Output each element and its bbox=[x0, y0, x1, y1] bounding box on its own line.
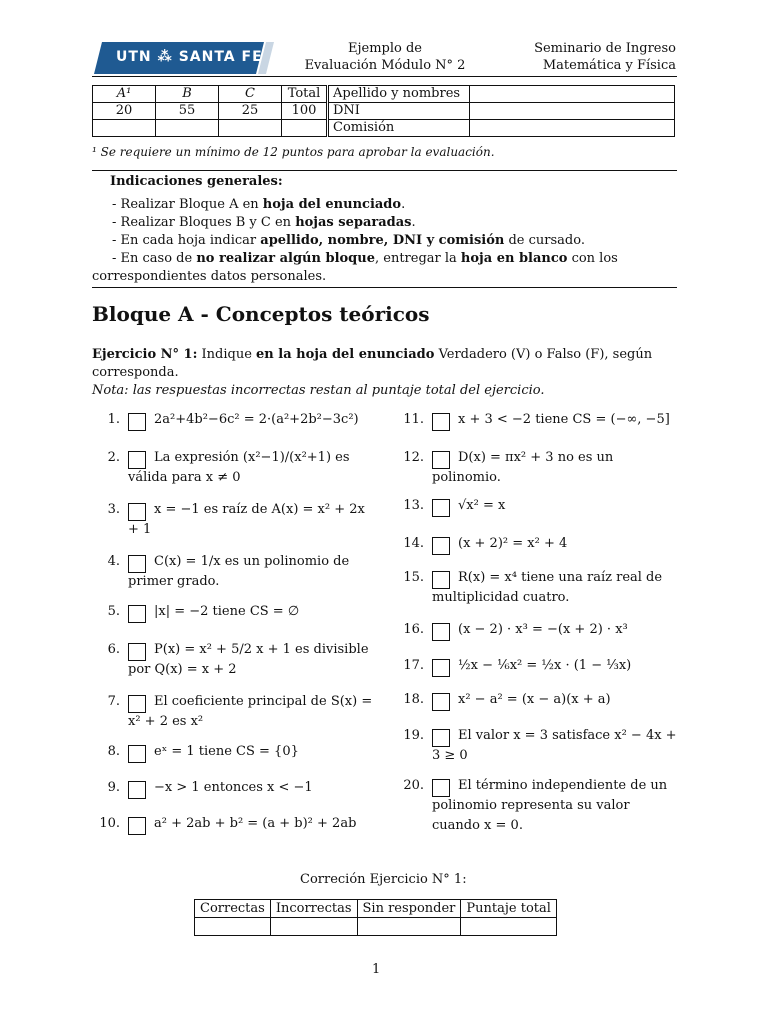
corr-value-incorrectas[interactable] bbox=[270, 918, 357, 936]
item-number: 3. bbox=[107, 502, 120, 517]
item-statement: El coeficiente principal de S(x) = x² + 2 es x² bbox=[128, 694, 373, 729]
corr-value-puntaje[interactable] bbox=[461, 918, 557, 936]
item-number: 20. bbox=[403, 778, 424, 793]
indicacion-4-d: hoja en blanco bbox=[460, 251, 568, 266]
item-number: 7. bbox=[107, 694, 120, 709]
score-value-total: 100 bbox=[282, 103, 328, 120]
indicacion-1-c: . bbox=[401, 197, 406, 212]
item-number: 14. bbox=[403, 536, 424, 551]
item-statement: x² − a² = (x − a)(x + a) bbox=[458, 692, 611, 707]
ejercicio-text-3: Verdadero (V) o Falso (F), según corresponda. bbox=[92, 347, 653, 380]
item-statement: √x² = x bbox=[458, 498, 506, 513]
indicacion-3-c: de cursado. bbox=[504, 233, 585, 248]
item-number: 18. bbox=[403, 692, 424, 707]
field-label-dni: DNI bbox=[328, 103, 470, 120]
score-value-c: 25 bbox=[219, 103, 282, 120]
corr-value-correctas[interactable] bbox=[195, 918, 271, 936]
header-rule bbox=[92, 76, 677, 77]
indicacion-4-b: no realizar algún bloque bbox=[196, 251, 375, 266]
indicaciones-bottom-rule bbox=[92, 287, 677, 288]
item-statement: D(x) = πx² + 3 no es un polinomio. bbox=[432, 450, 614, 485]
score-table bbox=[92, 85, 675, 137]
item-statement: El término independiente de un polinomio representa su valor cuando x = 0. bbox=[432, 778, 668, 833]
score-header-c: C bbox=[219, 86, 282, 103]
indicaciones-title: Indicaciones generales: bbox=[110, 174, 283, 189]
ejercicio-nota-text: Nota: las respuestas incorrectas restan al puntaje total del ejercicio. bbox=[92, 383, 545, 398]
score-header-b: B bbox=[156, 86, 219, 103]
indicacion-2-a: - Realizar Bloques B y C en bbox=[112, 215, 296, 230]
item-number: 4. bbox=[107, 554, 120, 569]
item-statement: a² + 2ab + b² = (a + b)² + 2ab bbox=[154, 816, 357, 831]
header-title-line2: Evaluación Módulo N° 2 bbox=[304, 58, 466, 73]
item-number: 13. bbox=[403, 498, 424, 513]
indicacion-1 bbox=[92, 196, 677, 214]
header-title bbox=[290, 40, 480, 74]
item-number: 9. bbox=[107, 780, 120, 795]
item-statement: P(x) = x² + 5/2 x + 1 es divisible por Q(x) = x + 2 bbox=[128, 642, 369, 677]
ejercicio-statement bbox=[92, 346, 677, 400]
field-label-name: Apellido y nombres bbox=[328, 86, 470, 103]
indicaciones-list bbox=[92, 196, 677, 286]
score-blank-c[interactable] bbox=[219, 120, 282, 137]
indicacion-2-c: . bbox=[411, 215, 416, 230]
item-number: 17. bbox=[403, 658, 424, 673]
logo-text: UTN ⁂ SANTA FE bbox=[116, 49, 263, 65]
header-title-line1: Ejemplo de bbox=[348, 41, 422, 56]
ejercicio-text-2: en la hoja del enunciado bbox=[256, 347, 435, 362]
score-blank-total[interactable] bbox=[282, 120, 328, 137]
score-header-total: Total bbox=[282, 86, 328, 103]
corr-header-correctas: Correctas bbox=[195, 900, 271, 918]
item-statement: La expresión (x²−1)/(x²+1) es válida para x ≠ 0 bbox=[128, 450, 350, 485]
indicacion-4-e: con los correspondientes datos personales. bbox=[92, 251, 618, 284]
correccion-title: Correción Ejercicio N° 1: bbox=[300, 872, 467, 887]
item-statement: x + 3 < −2 tiene CS = (−∞, −5] bbox=[458, 412, 670, 427]
item-statement: ½x − ⅙x² = ½x · (1 − ⅓x) bbox=[458, 658, 632, 673]
bloque-title: Bloque A - Conceptos teóricos bbox=[92, 302, 430, 326]
indicacion-3-b: apellido, nombre, DNI y comisión bbox=[260, 233, 505, 248]
field-value-dni[interactable] bbox=[470, 103, 675, 120]
item-statement: (x + 2)² = x² + 4 bbox=[458, 536, 568, 551]
ejercicio-instruction bbox=[92, 346, 677, 382]
item-statement: C(x) = 1/x es un polinomio de primer grado. bbox=[128, 554, 350, 589]
item-statement: 2a²+4b²−6c² = 2·(a²+2b²−3c²) bbox=[154, 412, 359, 427]
item-number: 8. bbox=[107, 744, 120, 759]
item-number: 6. bbox=[107, 642, 120, 657]
indicaciones-top-rule bbox=[92, 170, 677, 171]
ejercicio-label: Ejercicio N° 1: bbox=[92, 347, 198, 362]
ejercicio-nota bbox=[92, 382, 677, 400]
corr-header-sin-responder: Sin responder bbox=[357, 900, 461, 918]
score-value-b: 55 bbox=[156, 103, 219, 120]
indicacion-3 bbox=[92, 232, 677, 250]
item-statement: (x − 2) · x³ = −(x + 2) · x³ bbox=[458, 622, 628, 637]
item-number: 2. bbox=[107, 450, 120, 465]
item-number: 16. bbox=[403, 622, 424, 637]
item-statement: x = −1 es raíz de A(x) = x² + 2x + 1 bbox=[128, 502, 365, 537]
corr-value-sin-responder[interactable] bbox=[357, 918, 461, 936]
item-statement: eˣ = 1 tiene CS = {0} bbox=[154, 744, 299, 759]
correccion-table bbox=[194, 899, 557, 936]
item-statement: R(x) = x⁴ tiene una raíz real de multiplicidad cuatro. bbox=[432, 570, 663, 605]
score-blank-b[interactable] bbox=[156, 120, 219, 137]
item-number: 1. bbox=[107, 412, 120, 427]
score-header-a: A¹ bbox=[93, 86, 156, 103]
score-blank-a[interactable] bbox=[93, 120, 156, 137]
item-statement: −x > 1 entonces x < −1 bbox=[154, 780, 313, 795]
utn-logo bbox=[94, 42, 274, 74]
header-course-line1: Seminario de Ingreso bbox=[534, 41, 676, 56]
footnote: ¹ Se requiere un mínimo de 12 puntos para aprobar la evaluación. bbox=[92, 145, 495, 159]
indicacion-2 bbox=[92, 214, 677, 232]
item-number: 5. bbox=[107, 604, 120, 619]
corr-header-puntaje: Puntaje total bbox=[461, 900, 557, 918]
indicacion-4-c: , entregar la bbox=[375, 251, 461, 266]
item-statement: El valor x = 3 satisface x² − 4x + 3 ≥ 0 bbox=[432, 728, 677, 763]
item-number: 19. bbox=[403, 728, 424, 743]
indicacion-2-b: hojas separadas bbox=[295, 215, 412, 230]
indicacion-1-a: - Realizar Bloque A en bbox=[112, 197, 263, 212]
header-course-line2: Matemática y Física bbox=[542, 58, 676, 73]
item-number: 15. bbox=[403, 570, 424, 585]
item-statement: |x| = −2 tiene CS = ∅ bbox=[154, 604, 300, 619]
indicacion-1-b: hoja del enunciado bbox=[262, 197, 402, 212]
indicacion-4-a: - En caso de bbox=[112, 251, 197, 266]
item-number: 12. bbox=[403, 450, 424, 465]
score-value-a: 20 bbox=[93, 103, 156, 120]
indicacion-4 bbox=[92, 250, 677, 286]
header-course bbox=[500, 40, 676, 74]
field-label-comision: Comisión bbox=[328, 120, 470, 137]
corr-header-incorrectas: Incorrectas bbox=[270, 900, 357, 918]
ejercicio-text-1: Indique bbox=[197, 347, 257, 362]
item-number: 11. bbox=[403, 412, 424, 427]
field-value-comision[interactable] bbox=[470, 120, 675, 137]
field-value-name[interactable] bbox=[470, 86, 675, 103]
page-number: 1 bbox=[372, 962, 381, 977]
item-number: 10. bbox=[99, 816, 120, 831]
indicacion-3-a: - En cada hoja indicar bbox=[112, 233, 261, 248]
